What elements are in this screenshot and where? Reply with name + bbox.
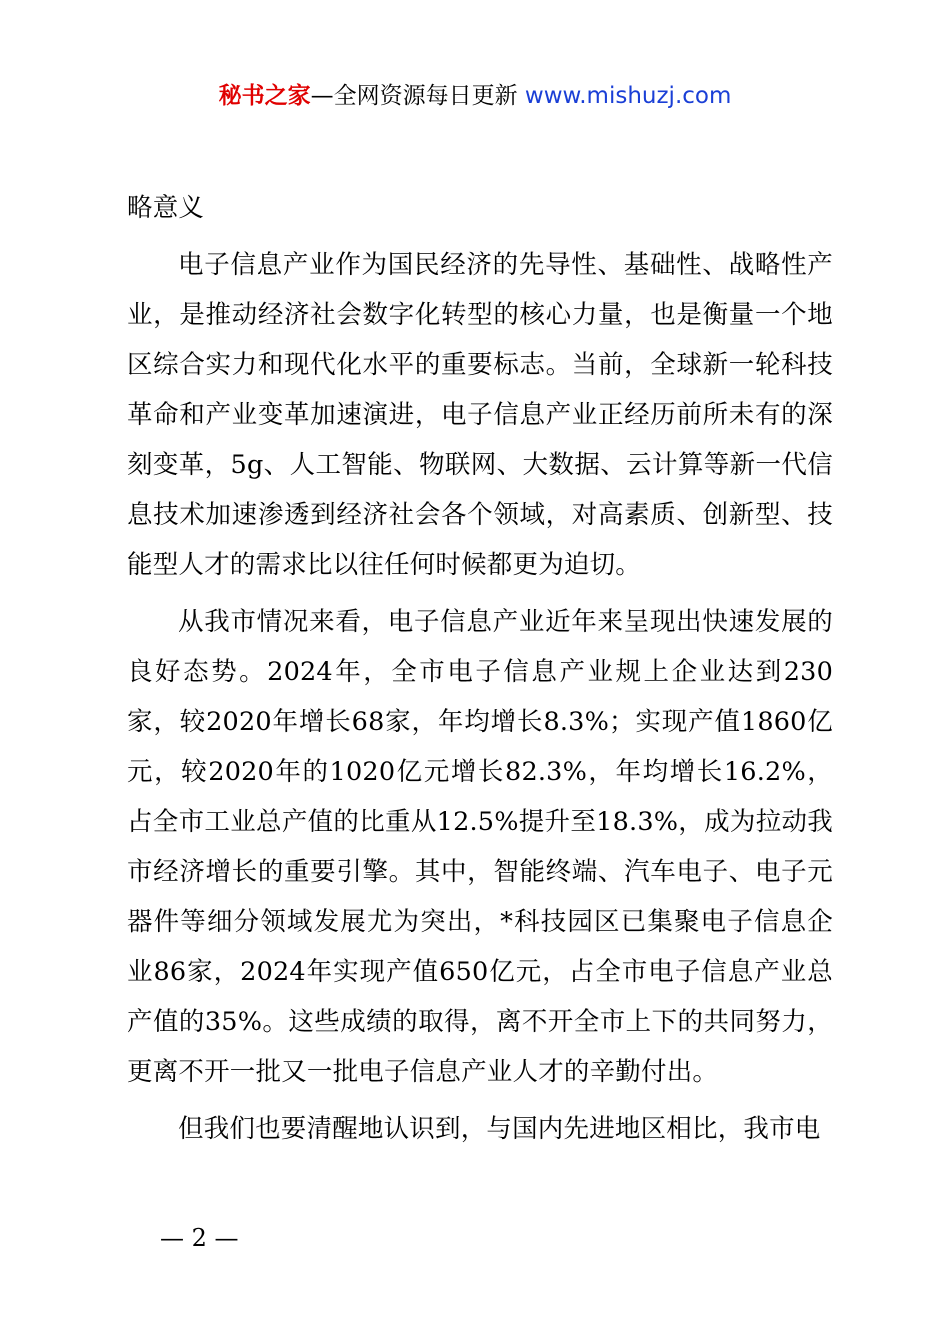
paragraph-industry-significance: 电子信息产业作为国民经济的先导性、基础性、战略性产业，是推动经济社会数字化转型的核心力量，也是衡量一个地区综合实力和现代化水平的重要标志。当前，全球新一轮科技革命和产业变革加速演进，电子信息产业正经历前所未有的深刻变革，5g、人工智能、物联网、大数据、云计算等新一代信息技术加速渗透到经济社会各个领域，对高素质、创新型、技能型人才的需求比以往任何时候都更为迫切。 — [127, 250, 833, 580]
site-brand: 秘书之家 — [218, 83, 311, 109]
paragraph-continuation: 略意义 — [127, 193, 205, 223]
page-number: — 2 — — [160, 1224, 239, 1252]
site-tagline: —全网资源每日更新 — [310, 83, 518, 109]
paragraph-gap-analysis: 但我们也要清醒地认识到，与国内先进地区相比，我市电 — [178, 1114, 821, 1144]
document-body — [127, 183, 833, 1161]
site-url-link[interactable]: www.mishuzj.com — [524, 83, 732, 109]
site-header — [0, 80, 950, 112]
paragraph-city-situation: 从我市情况来看，电子信息产业近年来呈现出快速发展的良好态势。2024年，全市电子信息产业规上企业达到230家，较2020年增长68家，年均增长8.3%；实现产值1860亿元，较2020年的1020亿元增长82.3%，年均增长16.2%，占全市工业总产值的比重从12.5%提升至18.3%，成为拉动我市经济增长的重要引擎。其中，智能终端、汽车电子、电子元器件等细分领域发展尤为突出，*科技园区已集聚电子信息企业86家，2024年实现产值650亿元，占全市电子信息产业总产值的35%。这些成绩的取得，离不开全市上下的共同努力，更离不开一批又一批电子信息产业人才的辛勤付出。 — [127, 607, 833, 1087]
